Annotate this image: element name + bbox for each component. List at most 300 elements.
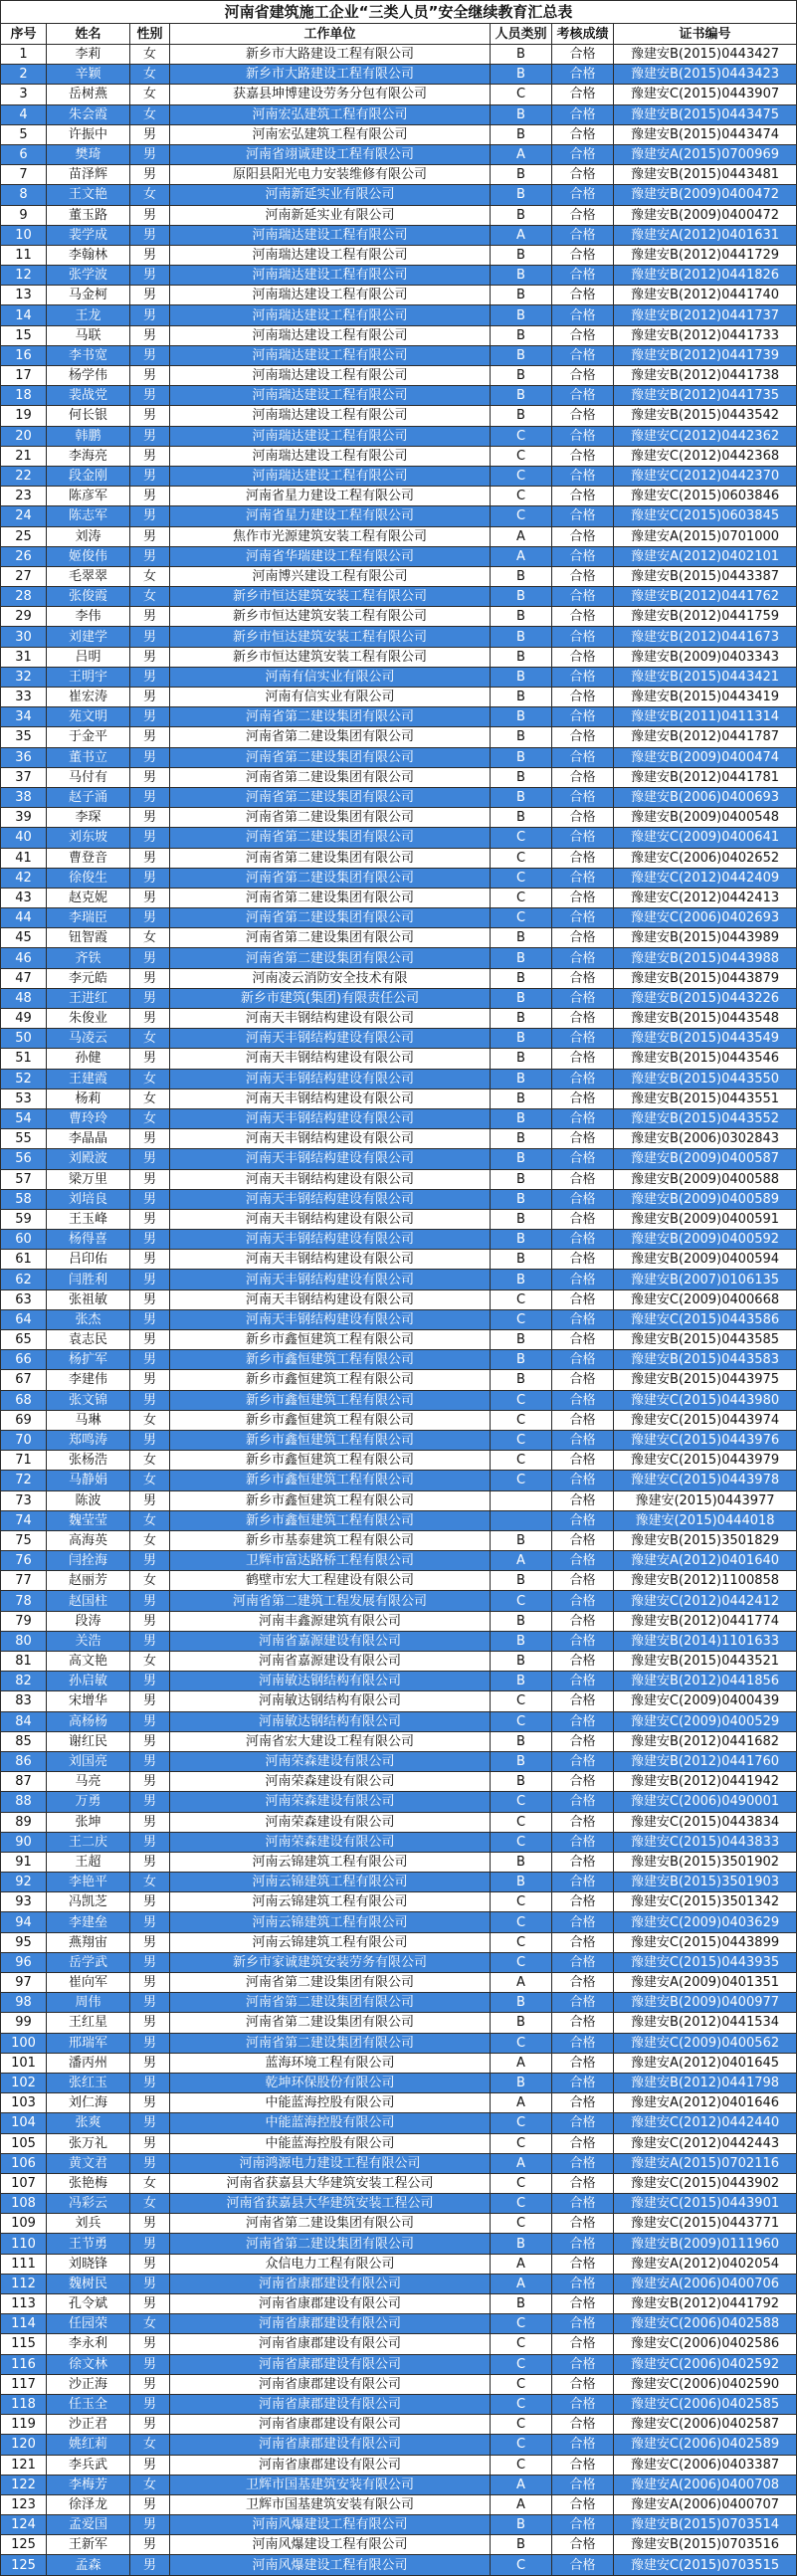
result-cell: 合格: [552, 1490, 614, 1510]
unit-cell: 河南省第二建设集团有限公司: [170, 2234, 491, 2254]
unit-cell: 河南省第二建设集团有限公司: [170, 2013, 491, 2033]
result-cell: 合格: [552, 2033, 614, 2053]
unit-cell: 河南省翊诚建设工程有限公司: [170, 144, 491, 164]
category-cell: C: [491, 1912, 552, 1932]
cert-cell: 豫建安C(2015)0443980: [614, 1390, 797, 1410]
category-cell: B: [491, 1129, 552, 1149]
category-cell: [491, 1490, 552, 1510]
gender-cell: 男: [130, 1892, 170, 1912]
name-cell: 冯凯芝: [47, 1892, 130, 1912]
index-cell: 97: [1, 1973, 47, 1993]
table-row: [1, 727, 797, 747]
gender-cell: 男: [130, 2415, 170, 2435]
category-cell: A: [491, 2153, 552, 2173]
name-cell: 刘培良: [47, 1189, 130, 1209]
index-cell: 53: [1, 1089, 47, 1108]
category-cell: C: [491, 2354, 552, 2374]
gender-cell: 女: [130, 45, 170, 65]
name-cell: 苗泽辉: [47, 165, 130, 185]
category-cell: A: [491, 144, 552, 164]
gender-cell: 女: [130, 1089, 170, 1108]
cert-cell: 豫建安A(2006)0400706: [614, 2274, 797, 2293]
category-cell: B: [491, 727, 552, 747]
gender-cell: 男: [130, 1711, 170, 1731]
name-cell: 张学波: [47, 266, 130, 286]
name-cell: 马凌云: [47, 1029, 130, 1049]
unit-cell: 河南省第二建设集团有限公司: [170, 948, 491, 968]
index-cell: 6: [1, 144, 47, 164]
gender-cell: 男: [130, 1792, 170, 1812]
unit-cell: 河南省康郡建设有限公司: [170, 2455, 491, 2475]
result-cell: 合格: [552, 948, 614, 968]
index-cell: 61: [1, 1250, 47, 1270]
unit-cell: 河南风爆建设工程有限公司: [170, 2515, 491, 2535]
cert-cell: 豫建安B(2015)3501829: [614, 1530, 797, 1550]
index-cell: 121: [1, 2455, 47, 2475]
name-cell: 赵子涌: [47, 787, 130, 807]
category-cell: B: [491, 1652, 552, 1672]
gender-cell: 男: [130, 1390, 170, 1410]
unit-cell: 河南天丰钢结构建设有限公司: [170, 1289, 491, 1309]
result-cell: 合格: [552, 2455, 614, 2475]
cert-cell: 豫建安B(2009)0400594: [614, 1250, 797, 1270]
name-cell: 沙正君: [47, 2415, 130, 2435]
table-row: [1, 2354, 797, 2374]
unit-cell: 河南丰鑫源建筑有限公司: [170, 1611, 491, 1631]
unit-cell: 中能蓝海控股有限公司: [170, 2093, 491, 2113]
result-cell: 合格: [552, 2254, 614, 2274]
unit-cell: 河南省康郡建设有限公司: [170, 2354, 491, 2374]
gender-cell: 男: [130, 1852, 170, 1872]
name-cell: 岳学武: [47, 1952, 130, 1972]
result-cell: 合格: [552, 587, 614, 607]
table-row: [1, 1289, 797, 1309]
unit-cell: 河南瑞达建设工程有限公司: [170, 426, 491, 446]
cert-cell: 豫建安B(2012)0441740: [614, 286, 797, 305]
table-row: [1, 1451, 797, 1471]
unit-cell: 河南云锦建筑工程有限公司: [170, 1932, 491, 1952]
gender-cell: 男: [130, 345, 170, 365]
unit-cell: 河南省第二建设集团有限公司: [170, 707, 491, 727]
table-row: [1, 2535, 797, 2555]
name-cell: 沙正海: [47, 2374, 130, 2394]
result-cell: 合格: [552, 688, 614, 707]
cert-cell: 豫建安B(2012)0441787: [614, 727, 797, 747]
category-cell: C: [491, 1932, 552, 1952]
result-cell: 合格: [552, 2475, 614, 2494]
name-cell: 张万礼: [47, 2133, 130, 2153]
gender-cell: 女: [130, 2475, 170, 2494]
table-row: [1, 406, 797, 426]
unit-cell: 河南鸿源电力建设工程有限公司: [170, 2153, 491, 2173]
unit-cell: 河南博兴建设工程有限公司: [170, 566, 491, 586]
category-cell: C: [491, 1792, 552, 1812]
name-cell: 刘东坡: [47, 828, 130, 848]
result-cell: 合格: [552, 1230, 614, 1250]
category-cell: C: [491, 1812, 552, 1832]
index-cell: 85: [1, 1731, 47, 1751]
unit-cell: 河南瑞达建设工程有限公司: [170, 266, 491, 286]
unit-cell: 原阳县阳光电力安装维修有限公司: [170, 165, 491, 185]
category-cell: B: [491, 1731, 552, 1751]
name-cell: 闫胜利: [47, 1270, 130, 1289]
cert-cell: 豫建安B(2015)0443474: [614, 124, 797, 144]
cert-cell: 豫建安B(2015)0443387: [614, 566, 797, 586]
table-row: [1, 888, 797, 907]
result-cell: 合格: [552, 2334, 614, 2354]
name-cell: 张红玉: [47, 2073, 130, 2092]
cert-cell: 豫建安B(2011)0411314: [614, 707, 797, 727]
category-cell: B: [491, 1873, 552, 1892]
cert-cell: 豫建安A(2012)0402101: [614, 546, 797, 566]
index-cell: 103: [1, 2093, 47, 2113]
result-cell: 合格: [552, 1189, 614, 1209]
result-cell: 合格: [552, 245, 614, 265]
category-cell: B: [491, 366, 552, 386]
name-cell: 李书宽: [47, 345, 130, 365]
gender-cell: 男: [130, 1993, 170, 2013]
result-cell: 合格: [552, 2515, 614, 2535]
unit-cell: 河南省第二建设集团有限公司: [170, 787, 491, 807]
result-cell: 合格: [552, 2435, 614, 2455]
category-cell: B: [491, 1571, 552, 1591]
name-cell: 张爽: [47, 2113, 130, 2133]
index-cell: 123: [1, 2494, 47, 2514]
gender-cell: 男: [130, 1149, 170, 1169]
header-row: [1, 24, 797, 45]
result-cell: 合格: [552, 2113, 614, 2133]
index-cell: 25: [1, 526, 47, 546]
index-cell: 35: [1, 727, 47, 747]
name-cell: 徐文林: [47, 2354, 130, 2374]
gender-cell: 男: [130, 1731, 170, 1751]
unit-cell: 河南瑞达建设工程有限公司: [170, 406, 491, 426]
gender-cell: 女: [130, 1029, 170, 1049]
table-row: [1, 2053, 797, 2073]
table-row: [1, 587, 797, 607]
table-row: [1, 1973, 797, 1993]
category-cell: A: [491, 526, 552, 546]
category-cell: B: [491, 286, 552, 305]
index-cell: 82: [1, 1672, 47, 1691]
category-cell: C: [491, 85, 552, 104]
name-cell: 姚红莉: [47, 2435, 130, 2455]
table-row: [1, 2173, 797, 2193]
table-row: [1, 546, 797, 566]
unit-cell: 河南风爆建设工程有限公司: [170, 2535, 491, 2555]
category-cell: B: [491, 1189, 552, 1209]
table-row: [1, 1149, 797, 1169]
table-row: [1, 1631, 797, 1651]
name-cell: 高文艳: [47, 1652, 130, 1672]
cert-cell: 豫建安B(2012)0441733: [614, 325, 797, 345]
table-row: [1, 1209, 797, 1229]
category-cell: B: [491, 1852, 552, 1872]
table-row: [1, 1370, 797, 1390]
name-cell: 邢瑞军: [47, 2033, 130, 2053]
result-cell: 合格: [552, 1973, 614, 1993]
gender-cell: 男: [130, 667, 170, 687]
unit-cell: 中能蓝海控股有限公司: [170, 2113, 491, 2133]
category-cell: C: [491, 1691, 552, 1711]
category-cell: B: [491, 205, 552, 225]
gender-cell: 男: [130, 787, 170, 807]
category-cell: B: [491, 928, 552, 948]
unit-cell: 河南省第二建设集团有限公司: [170, 1993, 491, 2013]
result-cell: 合格: [552, 2294, 614, 2314]
unit-cell: 河南敏达钢结构有限公司: [170, 1711, 491, 1731]
unit-cell: 河南荣森建设有限公司: [170, 1792, 491, 1812]
result-cell: 合格: [552, 2535, 614, 2555]
gender-cell: 男: [130, 286, 170, 305]
name-cell: 李兵武: [47, 2455, 130, 2475]
cert-cell: 豫建安B(2012)0441759: [614, 607, 797, 627]
table-row: [1, 1611, 797, 1631]
name-cell: 李晶晶: [47, 1129, 130, 1149]
cert-cell: 豫建安B(2015)3501903: [614, 1873, 797, 1892]
category-cell: B: [491, 266, 552, 286]
gender-cell: 女: [130, 566, 170, 586]
index-cell: 57: [1, 1169, 47, 1189]
cert-cell: 豫建安B(2009)0400587: [614, 1149, 797, 1169]
category-cell: C: [491, 1471, 552, 1490]
category-cell: B: [491, 787, 552, 807]
table-row: [1, 45, 797, 65]
index-cell: 60: [1, 1230, 47, 1250]
unit-cell: 新乡市恒达建筑安装工程有限公司: [170, 647, 491, 667]
result-cell: 合格: [552, 526, 614, 546]
name-cell: 王玉峰: [47, 1209, 130, 1229]
unit-cell: 河南天丰钢结构建设有限公司: [170, 1309, 491, 1329]
name-cell: 燕翔宙: [47, 1932, 130, 1952]
table-row: [1, 1250, 797, 1270]
cert-cell: 豫建安B(2012)0441735: [614, 386, 797, 406]
cert-cell: 豫建安C(2012)0442362: [614, 426, 797, 446]
gender-cell: 女: [130, 104, 170, 124]
index-cell: 62: [1, 1270, 47, 1289]
cert-cell: 豫建安B(2012)0441762: [614, 587, 797, 607]
gender-cell: 男: [130, 1049, 170, 1069]
gender-cell: 男: [130, 1973, 170, 1993]
cert-cell: 豫建安C(2006)0402585: [614, 2394, 797, 2414]
table-row: [1, 345, 797, 365]
unit-cell: 卫辉市国基建筑安装有限公司: [170, 2475, 491, 2494]
cert-cell: 豫建安C(2009)0403629: [614, 1912, 797, 1932]
table-row: [1, 868, 797, 888]
index-cell: 1: [1, 45, 47, 65]
unit-cell: 河南敏达钢结构有限公司: [170, 1672, 491, 1691]
name-cell: 黄文君: [47, 2153, 130, 2173]
table-row: [1, 627, 797, 647]
category-cell: B: [491, 2013, 552, 2033]
cert-cell: 豫建安B(2006)0400693: [614, 787, 797, 807]
gender-cell: 女: [130, 1069, 170, 1089]
category-cell: B: [491, 1672, 552, 1691]
name-cell: 刘仁海: [47, 2093, 130, 2113]
name-cell: 张祖敏: [47, 1289, 130, 1309]
name-cell: 郑鸣涛: [47, 1430, 130, 1450]
table-row: [1, 968, 797, 988]
category-cell: B: [491, 305, 552, 325]
unit-cell: 河南瑞达建设工程有限公司: [170, 286, 491, 305]
index-cell: 76: [1, 1551, 47, 1571]
index-cell: 26: [1, 546, 47, 566]
cert-cell: 豫建安B(2012)0441798: [614, 2073, 797, 2092]
table-row: [1, 747, 797, 767]
category-cell: B: [491, 165, 552, 185]
name-cell: 赵丽芳: [47, 1571, 130, 1591]
name-cell: 李伟: [47, 607, 130, 627]
name-cell: 王红星: [47, 2013, 130, 2033]
index-cell: 86: [1, 1751, 47, 1771]
result-cell: 合格: [552, 1410, 614, 1430]
page-title: 河南省建筑施工企业“三类人员”安全继续教育汇总表: [1, 1, 797, 24]
name-cell: 马静娟: [47, 1471, 130, 1490]
gender-cell: 男: [130, 828, 170, 848]
unit-cell: 河南省第二建设集团有限公司: [170, 848, 491, 868]
result-cell: 合格: [552, 888, 614, 907]
gender-cell: 男: [130, 808, 170, 828]
category-cell: C: [491, 1289, 552, 1309]
table-row: [1, 2033, 797, 2053]
table-row: [1, 466, 797, 486]
unit-cell: 新乡市恒达建筑安装工程有限公司: [170, 607, 491, 627]
table-row: [1, 2455, 797, 2475]
category-cell: B: [491, 2073, 552, 2092]
gender-cell: 男: [130, 1631, 170, 1651]
gender-cell: 男: [130, 2073, 170, 2092]
index-cell: 104: [1, 2113, 47, 2133]
category-cell: B: [491, 104, 552, 124]
unit-cell: 河南天丰钢结构建设有限公司: [170, 1250, 491, 1270]
name-cell: 韩鹏: [47, 426, 130, 446]
unit-cell: 河南天丰钢结构建设有限公司: [170, 1230, 491, 1250]
gender-cell: 男: [130, 2494, 170, 2514]
unit-cell: 河南凌云消防安全技术有限: [170, 968, 491, 988]
category-cell: C: [491, 2033, 552, 2053]
category-cell: C: [491, 1410, 552, 1430]
index-cell: 10: [1, 225, 47, 245]
unit-cell: 河南有信实业有限公司: [170, 667, 491, 687]
cert-cell: 豫建安C(2009)0400562: [614, 2033, 797, 2053]
index-cell: 120: [1, 2435, 47, 2455]
category-cell: C: [491, 2113, 552, 2133]
result-cell: 合格: [552, 647, 614, 667]
index-cell: 80: [1, 1631, 47, 1651]
index-cell: 16: [1, 345, 47, 365]
index-cell: 22: [1, 466, 47, 486]
result-cell: 合格: [552, 1551, 614, 1571]
index-cell: 54: [1, 1108, 47, 1128]
cert-cell: 豫建安A(2015)0700969: [614, 144, 797, 164]
unit-cell: 河南省第二建筑工程发展有限公司: [170, 1591, 491, 1611]
table-row: [1, 1049, 797, 1069]
name-cell: 王进红: [47, 988, 130, 1008]
table-row: [1, 65, 797, 85]
index-cell: 2: [1, 65, 47, 85]
index-cell: 84: [1, 1711, 47, 1731]
category-cell: B: [491, 1751, 552, 1771]
cert-cell: 豫建安B(2012)0441774: [614, 1611, 797, 1631]
table-row: [1, 2234, 797, 2254]
table-row: [1, 2314, 797, 2334]
table-row: [1, 2494, 797, 2514]
unit-cell: 河南天丰钢结构建设有限公司: [170, 1029, 491, 1049]
gender-cell: 女: [130, 1108, 170, 1128]
name-cell: 陈波: [47, 1490, 130, 1510]
result-cell: 合格: [552, 2394, 614, 2414]
unit-cell: 河南省第二建设集团有限公司: [170, 868, 491, 888]
name-cell: 段涛: [47, 1611, 130, 1631]
gender-cell: 男: [130, 727, 170, 747]
cert-cell: 豫建安B(2015)0443585: [614, 1330, 797, 1350]
category-cell: B: [491, 1009, 552, 1029]
unit-cell: 新乡市鑫恒建筑工程有限公司: [170, 1451, 491, 1471]
cert-cell: 豫建安B(2006)0302843: [614, 1129, 797, 1149]
name-cell: 李海亮: [47, 446, 130, 466]
name-cell: 曹玲玲: [47, 1108, 130, 1128]
gender-cell: 男: [130, 767, 170, 787]
name-cell: 曹登音: [47, 848, 130, 868]
name-cell: 潘丙州: [47, 2053, 130, 2073]
name-cell: 赵克妮: [47, 888, 130, 907]
category-cell: B: [491, 45, 552, 65]
cert-cell: 豫建安A(2012)0401640: [614, 1551, 797, 1571]
index-cell: 94: [1, 1912, 47, 1932]
index-cell: 106: [1, 2153, 47, 2173]
unit-cell: 河南省嘉源建设有限公司: [170, 1652, 491, 1672]
name-cell: 李元皓: [47, 968, 130, 988]
unit-cell: 新乡市鑫恒建筑工程有限公司: [170, 1370, 491, 1390]
unit-cell: 新乡市鑫恒建筑工程有限公司: [170, 1471, 491, 1490]
result-cell: 合格: [552, 286, 614, 305]
category-cell: B: [491, 1209, 552, 1229]
result-cell: 合格: [552, 1390, 614, 1410]
result-cell: 合格: [552, 1451, 614, 1471]
name-cell: 钮智霞: [47, 928, 130, 948]
result-cell: 合格: [552, 466, 614, 486]
index-cell: 63: [1, 1289, 47, 1309]
cert-cell: 豫建安C(2009)0400529: [614, 1711, 797, 1731]
name-cell: 梁万里: [47, 1169, 130, 1189]
unit-cell: 获嘉县坤博建设劳务分包有限公司: [170, 85, 491, 104]
category-cell: C: [491, 908, 552, 928]
result-cell: 合格: [552, 1370, 614, 1390]
cert-cell: 豫建安B(2015)0443549: [614, 1029, 797, 1049]
name-cell: 马琳: [47, 1410, 130, 1430]
table-row: [1, 144, 797, 164]
table-row: [1, 1792, 797, 1812]
result-cell: 合格: [552, 566, 614, 586]
unit-cell: 河南省康郡建设有限公司: [170, 2314, 491, 2334]
name-cell: 孟爱国: [47, 2515, 130, 2535]
name-cell: 刘殿波: [47, 1149, 130, 1169]
cert-cell: 豫建安C(2015)0443902: [614, 2173, 797, 2193]
gender-cell: 男: [130, 2214, 170, 2234]
name-cell: 马付有: [47, 767, 130, 787]
table-row: [1, 325, 797, 345]
table-row: [1, 2013, 797, 2033]
name-cell: 李建伟: [47, 1370, 130, 1390]
category-cell: C: [491, 2133, 552, 2153]
result-cell: 合格: [552, 487, 614, 506]
unit-cell: 新乡市鑫恒建筑工程有限公司: [170, 1510, 491, 1530]
category-cell: A: [491, 225, 552, 245]
unit-cell: 河南省第二建设集团有限公司: [170, 888, 491, 907]
gender-cell: 男: [130, 688, 170, 707]
gender-cell: 男: [130, 948, 170, 968]
result-cell: 合格: [552, 85, 614, 104]
